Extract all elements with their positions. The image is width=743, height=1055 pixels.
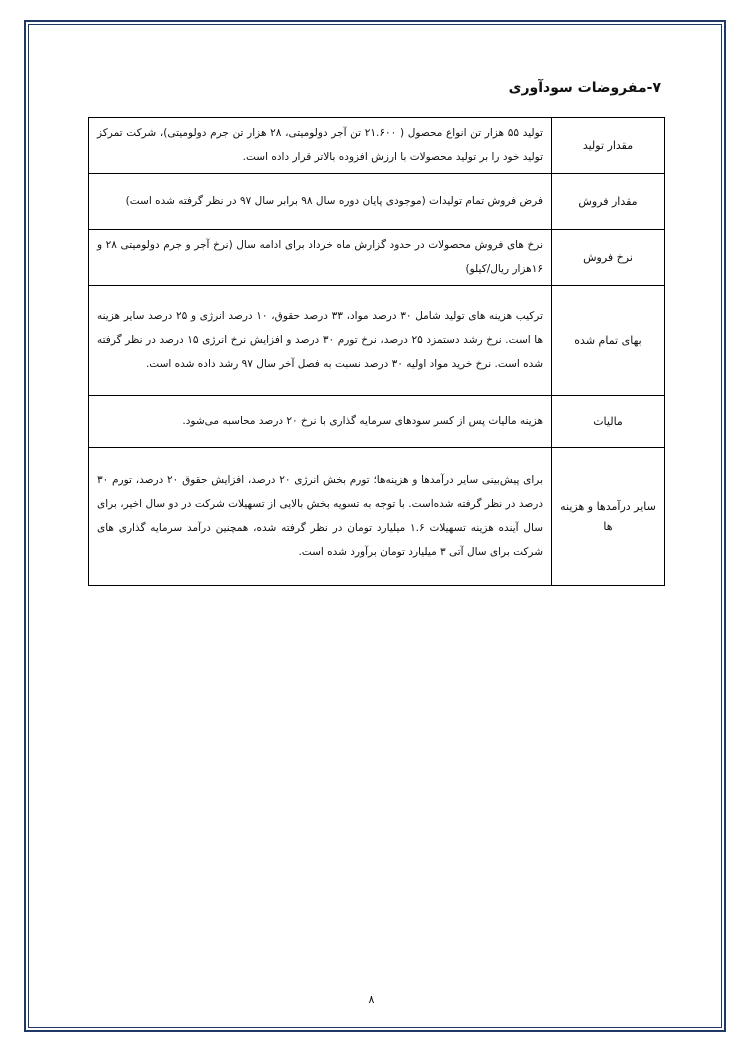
row-label-sales-volume: مقدار فروش [552,174,665,230]
section-heading: ۷-مفروضات سودآوری [508,80,661,96]
table-row [89,230,665,286]
table-row [89,118,665,174]
row-description-sales-volume: فرض فروش تمام تولیدات (موجودی پایان دوره سال ۹۸ برابر سال ۹۷ در نظر گرفته شده است) [89,174,552,230]
row-description-cost-of-goods: ترکیب هزینه های تولید شامل ۳۰ درصد مواد، ۳۳ درصد حقوق، ۱۰ درصد انرژی و ۲۵ درصد سایر هزینه ها است. نرخ رشد دستمزد ۲۵ درصد، نرخ تورم ۳۰ درصد و افزایش نرخ انرژی ۱۵ درصد در نظر گرفته شده است. نرخ خرید مواد اولیه ۳۰ درصد نسبت به فصل آخر سال ۹۷ رشد داده شده است. [89,286,552,396]
row-description-other-income-expenses: برای پیش‌بینی سایر درآمدها و هزینه‌ها؛ تورم بخش انرژی ۲۰ درصد، افزایش حقوق ۲۰ درصد، تورم ۳۰ درصد در نظر گرفته شده‌است. با توجه به تسویه بخش بالایی از تسهیلات شرکت در دو سال اخیر، برای سال آینده هزینه تسهیلات ۱.۶ میلیارد تومان در نظر گرفته شده، همچنین درآمد سرمایه گذاری های شرکت برای سال آتی ۳ میلیارد تومان برآورد شده است. [89,448,552,586]
profitability-assumptions-table [88,117,665,586]
row-label-cost-of-goods: بهای تمام شده [552,286,665,396]
page-number: ۸ [368,993,375,1006]
row-description-sales-price: نرخ های فروش محصولات در حدود گزارش ماه خرداد برای ادامه سال (نرخ آجر و جرم دولومیتی ۲۸ و ۱۶هزار ریال/کیلو) [89,230,552,286]
table-row [89,286,665,396]
row-label-sales-price: نرخ فروش [552,230,665,286]
table-row [89,448,665,586]
row-label-production: مقدار تولید [552,118,665,174]
row-description-production: تولید ۵۵ هزار تن انواع محصول ( ۲۱.۶۰۰ تن آجر دولومیتی، ۲۸ هزار تن جرم دولومیتی)، شرکت تمرکز تولید خود را بر تولید محصولات با ارزش افزوده بالاتر قرار داده است. [89,118,552,174]
table-row [89,174,665,230]
table-row [89,396,665,448]
row-label-other-income-expenses: سایر درآمدها و هزینه ها [552,448,665,586]
row-label-tax: مالیات [552,396,665,448]
row-description-tax: هزینه مالیات پس از کسر سودهای سرمایه گذاری با نرخ ۲۰ درصد محاسبه می‌شود. [89,396,552,448]
